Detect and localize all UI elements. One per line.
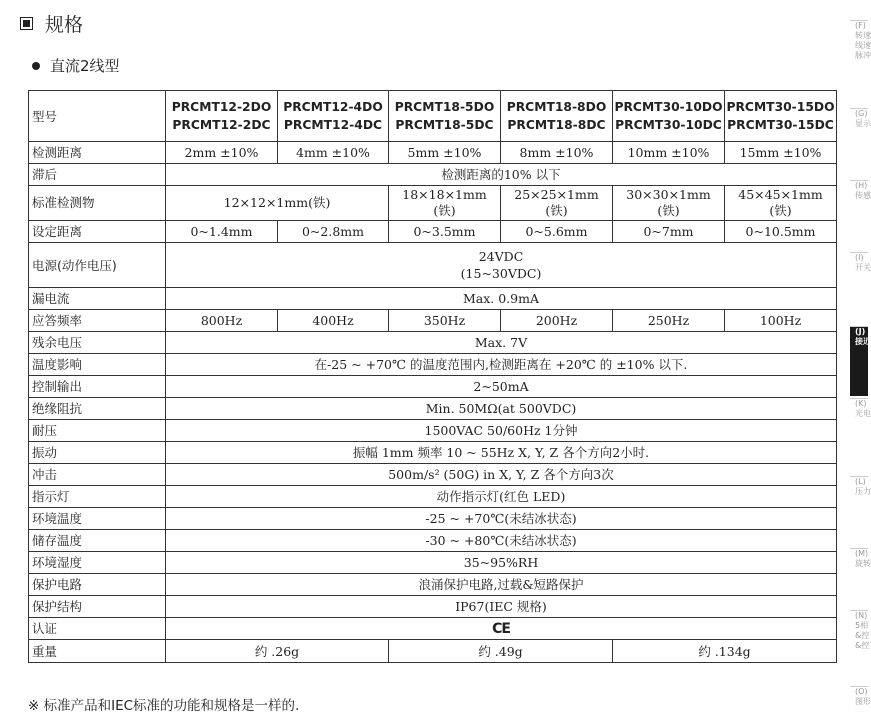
row-label: 重量	[29, 640, 166, 663]
sidebar-tab-j[interactable]: (J) 接近	[850, 326, 868, 396]
table-cell: -30 ~ +80℃(未结冰状态)	[166, 530, 837, 552]
table-cell: 振幅 1mm 频率 10 ~ 55Hz X, Y, Z 各个方向2小时.	[166, 442, 837, 464]
table-cell: -25 ~ +70℃(未结冰状态)	[166, 508, 837, 530]
row-label: 认证	[29, 618, 166, 640]
model-cell: PRCMT12-2DO PRCMT12-2DC	[166, 91, 278, 142]
table-row-protection-structure	[29, 596, 837, 618]
table-cell: 8mm ±10%	[501, 142, 613, 164]
table-cell: 800Hz	[166, 310, 278, 332]
table-row-control-output	[29, 376, 837, 398]
table-row-power	[29, 243, 837, 288]
table-cell: 15mm ±10%	[725, 142, 837, 164]
sidebar-tab-h[interactable]: (H) 传感	[850, 180, 868, 250]
table-row-hysteresis	[29, 164, 837, 186]
table-cell: 0~10.5mm	[725, 221, 837, 243]
table-row-storage-temp	[29, 530, 837, 552]
table-cell: 500m/s² (50G) in X, Y, Z 各个方向3次	[166, 464, 837, 486]
table-cell: 检测距离的10% 以下	[166, 164, 837, 186]
row-label: 振动	[29, 442, 166, 464]
ce-mark-icon: CE	[492, 620, 510, 637]
table-row-indicator	[29, 486, 837, 508]
table-cell: Max. 7V	[166, 332, 837, 354]
table-row-shock	[29, 464, 837, 486]
subsection-title	[32, 55, 120, 76]
table-row-weight	[29, 640, 837, 663]
row-label: 标准检测物	[29, 186, 166, 221]
table-cell: 1500VAC 50/60Hz 1分钟	[166, 420, 837, 442]
sidebar-tab-n[interactable]: (N) 5相 &控 &控	[850, 610, 868, 680]
table-row-temp-influence	[29, 354, 837, 376]
table-cell: 0~2.8mm	[278, 221, 389, 243]
table-cell: 0~5.6mm	[501, 221, 613, 243]
row-label: 保护结构	[29, 596, 166, 618]
table-cell: 12×12×1mm(铁)	[166, 186, 389, 221]
sidebar-tab-f[interactable]: (F) 转速 线速 脉冲	[850, 20, 868, 90]
sidebar-tab-g[interactable]: (G) 显示	[850, 108, 868, 178]
sidebar-tab-l[interactable]: (L) 压力	[850, 476, 868, 546]
chapter-sidebar	[850, 0, 871, 722]
spec-table	[28, 90, 837, 663]
table-cell: 在-25 ~ +70℃ 的温度范围内,检测距离在 +20℃ 的 ±10% 以下.	[166, 354, 837, 376]
table-row-response-freq	[29, 310, 837, 332]
table-cell: 0~3.5mm	[389, 221, 501, 243]
model-cell: PRCMT12-4DO PRCMT12-4DC	[278, 91, 389, 142]
table-cell: 400Hz	[278, 310, 389, 332]
section-title	[20, 10, 83, 37]
table-cell: 约 .49g	[389, 640, 613, 663]
table-cell: 0~1.4mm	[166, 221, 278, 243]
dot-bullet-icon	[32, 62, 40, 70]
table-cell: 250Hz	[613, 310, 725, 332]
table-cell: 5mm ±10%	[389, 142, 501, 164]
row-label: 冲击	[29, 464, 166, 486]
row-label: 环境温度	[29, 508, 166, 530]
model-cell: PRCMT30-15DO PRCMT30-15DC	[725, 91, 837, 142]
row-label: 电源(动作电压)	[29, 243, 166, 288]
table-row-certification	[29, 618, 837, 640]
sidebar-tab-m[interactable]: (M) 旋转	[850, 548, 868, 618]
table-cell: 35~95%RH	[166, 552, 837, 574]
table-row-standard-object	[29, 186, 837, 221]
table-row-vibration	[29, 442, 837, 464]
table-cell: 100Hz	[725, 310, 837, 332]
model-cell: PRCMT18-5DO PRCMT18-5DC	[389, 91, 501, 142]
table-cell: 2mm ±10%	[166, 142, 278, 164]
table-row-withstand	[29, 420, 837, 442]
table-cell: 10mm ±10%	[613, 142, 725, 164]
table-cell: 30×30×1mm (铁)	[613, 186, 725, 221]
table-cell	[166, 618, 837, 640]
row-label: 耐压	[29, 420, 166, 442]
row-label: 应答频率	[29, 310, 166, 332]
table-cell: 45×45×1mm (铁)	[725, 186, 837, 221]
table-cell: 浪涌保护电路,过载&短路保护	[166, 574, 837, 596]
table-cell: 0~7mm	[613, 221, 725, 243]
model-cell: PRCMT18-8DO PRCMT18-8DC	[501, 91, 613, 142]
table-row-ambient-temp	[29, 508, 837, 530]
sidebar-tab-k[interactable]: (K) 光电	[850, 398, 868, 468]
footnote: ※ 标准产品和IEC标准的功能和规格是一样的.	[28, 698, 300, 714]
row-label: 设定距离	[29, 221, 166, 243]
table-cell: 约 .26g	[166, 640, 389, 663]
row-label: 绝缘阻抗	[29, 398, 166, 420]
table-cell: 4mm ±10%	[278, 142, 389, 164]
row-label: 控制输出	[29, 376, 166, 398]
section-title-text: 规格	[45, 14, 84, 36]
table-row-residual-voltage	[29, 332, 837, 354]
row-label: 温度影响	[29, 354, 166, 376]
table-row-model	[29, 91, 837, 142]
row-label: 残余电压	[29, 332, 166, 354]
row-label: 指示灯	[29, 486, 166, 508]
sidebar-tab-o[interactable]: (O) 图形	[850, 686, 868, 722]
table-row-detect-distance	[29, 142, 837, 164]
table-cell: 350Hz	[389, 310, 501, 332]
table-row-set-distance	[29, 221, 837, 243]
table-cell: 动作指示灯(红色 LED)	[166, 486, 837, 508]
table-row-leak-current	[29, 288, 837, 310]
row-label: 滞后	[29, 164, 166, 186]
row-label: 检测距离	[29, 142, 166, 164]
row-label: 型号	[29, 91, 166, 142]
row-label: 环境湿度	[29, 552, 166, 574]
table-cell: 25×25×1mm (铁)	[501, 186, 613, 221]
model-cell: PRCMT30-10DO PRCMT30-10DC	[613, 91, 725, 142]
table-row-insulation	[29, 398, 837, 420]
row-label: 保护电路	[29, 574, 166, 596]
table-cell: 约 .134g	[613, 640, 837, 663]
table-cell: 2~50mA	[166, 376, 837, 398]
table-cell: Max. 0.9mA	[166, 288, 837, 310]
table-cell: 200Hz	[501, 310, 613, 332]
table-row-ambient-humidity	[29, 552, 837, 574]
table-cell: 18×18×1mm (铁)	[389, 186, 501, 221]
subsection-title-text: 直流2线型	[50, 57, 120, 75]
table-cell: Min. 50MΩ(at 500VDC)	[166, 398, 837, 420]
table-cell: 24VDC (15~30VDC)	[166, 243, 837, 288]
row-label: 储存温度	[29, 530, 166, 552]
table-row-protection-circuit	[29, 574, 837, 596]
sidebar-tab-i[interactable]: (I) 开关	[850, 252, 868, 322]
row-label: 漏电流	[29, 288, 166, 310]
table-cell: IP67(IEC 规格)	[166, 596, 837, 618]
square-bullet-icon	[20, 17, 33, 30]
